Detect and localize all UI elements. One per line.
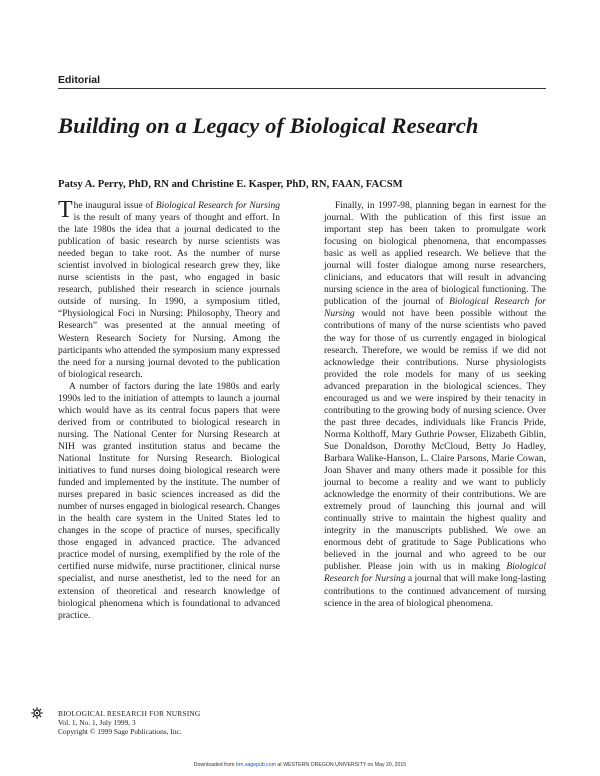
section-label: Editorial [58,74,101,86]
download-link[interactable]: brn.sagepub.com [235,762,276,768]
journal-footer [58,709,200,737]
paragraph-2: A number of factors during the late 1980s and early 1990s led to the initiation of attempts to launch a journal which would have as its central focus papers that were derived from or contributed to biological research in nursing. The National Center for Nursing Research at NIH was granted institution status and became the National Institute for Nursing Research. Biological initiatives to fund nurses doing biological research were funded and implemented by the institute. The number of nurses prepared in basic sciences increased as did the number of nurses engaged in biological research. Changes in the health care system in the United States led to changes in the scope of practice of nurses, specifically those engaged in advanced practice. The advanced practice model of nursing, exemplified by the role of the certified nurse midwife, nurse practitioner, clinical nurse specialist, and nurse anesthetist, led to the need for an extension of theoretical and research knowledge of biological phenomena which is foundational to advanced practice. [58,381,280,621]
paragraph-1-text-b: is the result of many years of thought and effort. In the late 1980s the idea that a journal dedicated to the publication of basic research by nurse scientists was needed began to take root. As the number of nurse scientist involved in biological research grew they, like nurse scientists in the past, who engaged in basic research, published their research in science journals outside of nursing. In 1990, a symposium titled, “Physiological Foci in Nursing: Philosophy, Theory and Research” was presented at the annual meeting of Western Research Society for Nursing. Among the participants who attended the symposium many expressed the need for a nursing journal devoted to the publication of biological research. [58,213,280,380]
paragraph-3 [324,200,546,610]
article-authors: Patsy A. Perry, PhD, RN and Christine E. Kasper, PhD, RN, FAAN, FACSM [58,179,403,190]
journal-name: Biological Research for Nursing [324,562,546,585]
footer-copyright: Copyright © 1999 Sage Publications, Inc. [58,727,182,737]
download-prefix: Downloaded from [193,762,236,768]
paragraph-3-text-c: a journal that will make long-lasting contributions to the continued advancement of nursing science in the area of biological phenomena. [324,574,546,609]
footer-journal: BIOLOGICAL RESEARCH FOR NURSING [58,709,201,718]
journal-name: Biological Research for Nursing [155,201,280,211]
download-notice [0,762,600,768]
download-suffix: at WESTERN OREGON UNIVERSITY on May 20, 2015 [275,762,407,768]
paragraph-3-text-b: would not have been possible without the contributions of many of the nurse scientists who paved the way for those of us currently engaged in biological research. Therefore, we would be remiss if we did not acknowledge their contributions. Nurse physiologists provided the role models for many of us seeking advanced preparation in the biological sciences. They encouraged us and we were inspired by their tenacity in contributing to the growing body of nursing science. Over the past three decades, individuals like Francis Pride, Norma Kolthoff, Mary Guthrie Powser, Elizabeth Giblin, Sue Donaldson, Dorothy McCloud, Betty Jo Hadley, Barbara Walike-Hanson, L. Claire Parsons, Marie Cowan, Joan Shaver and many others made it possible for this journal to become a reality and we want to publicly acknowledge the enormity of their contributions. We are extremely proud of launching this journal and will continually strive to maintain the highest quality and integrity in the manuscripts published. We owe an enormous debt of gratitude to Sage Publications who believed in the journal and who agreed to be our publisher. Please join with us in making [324,309,546,573]
paragraph-3-text-a: Finally, in 1997-98, planning began in earnest for the journal. With the publication of this first issue an important step has been taken to promulgate work focusing on biological phenomena, that encompasses basic as well as applied research. We believe that the journal will foster dialogue among nurse researchers, clinicians, and educators that will result in advancing nursing science in the area of biological functioning. The publication of the journal of [324,201,546,308]
drop-cap: T [58,197,73,223]
article-title: Building on a Legacy of Biological Research [58,113,479,138]
footer-issue: Vol. 1, No. 1, July 1999, 3 [58,718,136,728]
paragraph-1-text-a: he inaugural issue of [73,201,156,211]
journal-name: Biological Research for Nursing [324,297,546,320]
paragraph-1 [58,197,280,381]
body-column-left [58,197,280,622]
publisher-logo-icon [30,706,44,720]
body-column-right [324,200,546,610]
header-rule [58,88,546,89]
